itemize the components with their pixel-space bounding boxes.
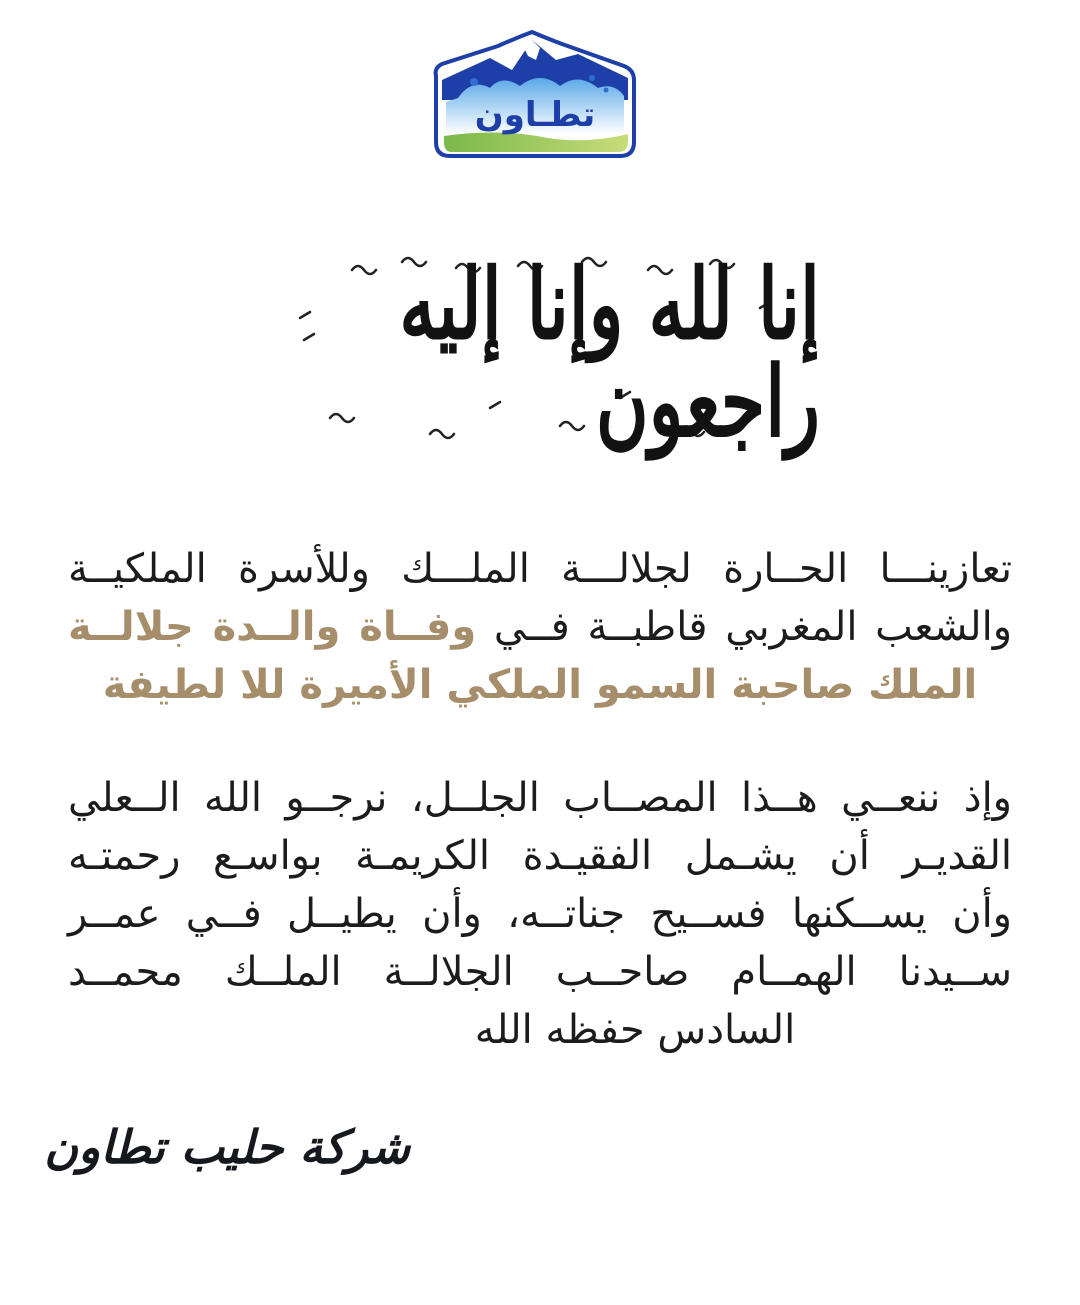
highlight-line: الملك صاحبة السمو الملكي الأميرة للا لطيفة xyxy=(102,662,978,708)
highlight-text: وفــاة والــدة جلالــة xyxy=(68,604,477,650)
logo-drop xyxy=(604,88,609,93)
company-signature: شركة حليب تطاون xyxy=(44,1120,410,1174)
paragraph-line: تعازينـــا الحــارة لجلالـــة الملـــك وللأسرة الملكيــة xyxy=(68,546,1012,592)
paragraph-line: وأن يســكنها فســيح جناتــه، وأن يطيــل فــي عمــر xyxy=(68,891,1012,937)
condolence-paragraph xyxy=(68,540,1012,714)
verse-text: إنا لله وإنا إليه راجعون xyxy=(399,246,820,459)
prayer-paragraph xyxy=(68,769,1012,1059)
verse-calligraphy xyxy=(260,248,820,458)
logo-drop xyxy=(470,78,478,86)
brand-logo xyxy=(428,30,642,162)
paragraph-line: وإذ ننعــي هــذا المصــاب الجلــل، نرجــو الله الــعلي xyxy=(68,775,1012,821)
paragraph-line: القديـر أن يشـمل الفقيـدة الكريمـة بواسـع رحمتـه xyxy=(68,833,1012,879)
paragraph-last-line: السادس حفظه الله xyxy=(474,1007,796,1053)
logo-drop xyxy=(589,75,595,81)
logo-brand-text: تطـاون xyxy=(474,95,596,135)
paragraph-line xyxy=(68,598,1012,656)
logo-badge xyxy=(428,30,642,162)
paragraph-line-text: والشعب المغربي قاطبــة فــي xyxy=(493,604,1013,650)
paragraph-line: ســيدنا الهمــام صاحــب الجلالــة الملــك محمــد xyxy=(68,949,1012,995)
